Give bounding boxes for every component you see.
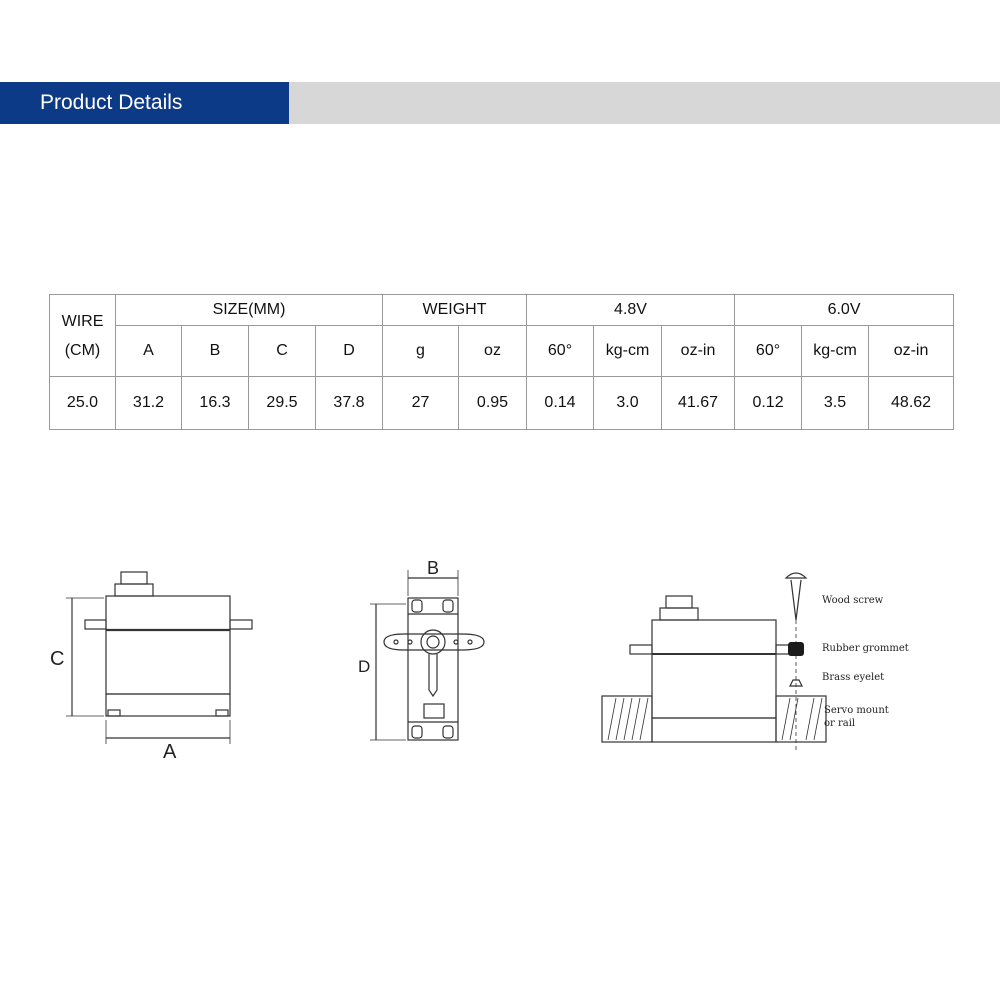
table-header-row [50,295,954,326]
subheader-cell: oz-in [869,326,954,377]
subheader-cell: 60° [527,326,594,377]
subheader-cell: C [249,326,316,377]
table-cell: 16.3 [182,377,249,430]
table-cell: 31.2 [116,377,182,430]
table-cell: 3.0 [594,377,662,430]
subheader-cell: kg-cm [594,326,662,377]
table-row [50,377,954,430]
callout-servo-mount: Servo mount [824,705,889,716]
subheader-cell: oz-in [662,326,735,377]
dimension-a-label: A [163,741,177,763]
dimension-c-label: C [50,648,65,670]
callout-or-rail: or rail [824,718,856,729]
table-cell: 0.95 [459,377,527,430]
servo-mounting-view [602,573,826,750]
rubber-grommet-icon [788,642,804,656]
header-title-box [0,82,289,124]
callout-brass-eyelet: Brass eyelet [822,672,885,683]
size-header: SIZE(MM) [116,295,383,326]
table-cell: 0.12 [735,377,802,430]
spec-table [49,294,954,430]
dimension-b-label: B [427,558,440,578]
wire-unit-label: (CM) [64,341,101,359]
table-cell: 41.67 [662,377,735,430]
callout-wood-screw: Wood screw [822,595,884,606]
table-cell: 3.5 [802,377,869,430]
servo-dimension-drawings [0,540,1000,780]
subheader-cell: kg-cm [802,326,869,377]
table-cell: 27 [383,377,459,430]
callout-rubber-grommet: Rubber grommet [822,643,909,654]
page-title: Product Details [40,91,183,114]
table-cell: 37.8 [316,377,383,430]
header-band [0,82,1000,124]
subheader-cell: B [182,326,249,377]
subheader-cell: D [316,326,383,377]
voltage-6-0-header: 6.0V [735,295,954,326]
dimension-d-label: D [358,657,371,676]
servo-side-view [66,572,252,744]
table-cell: 48.62 [869,377,954,430]
weight-header: WEIGHT [383,295,527,326]
wire-label: WIRE [61,312,104,330]
subheader-cell: oz [459,326,527,377]
table-cell: 29.5 [249,377,316,430]
subheader-cell: A [116,326,182,377]
voltage-4-8-header: 4.8V [527,295,735,326]
wire-header-cell [50,295,116,377]
table-subheader-row [50,326,954,377]
table-cell: 25.0 [50,377,116,430]
servo-top-view [370,570,484,740]
subheader-cell: g [383,326,459,377]
subheader-cell: 60° [735,326,802,377]
table-cell: 0.14 [527,377,594,430]
